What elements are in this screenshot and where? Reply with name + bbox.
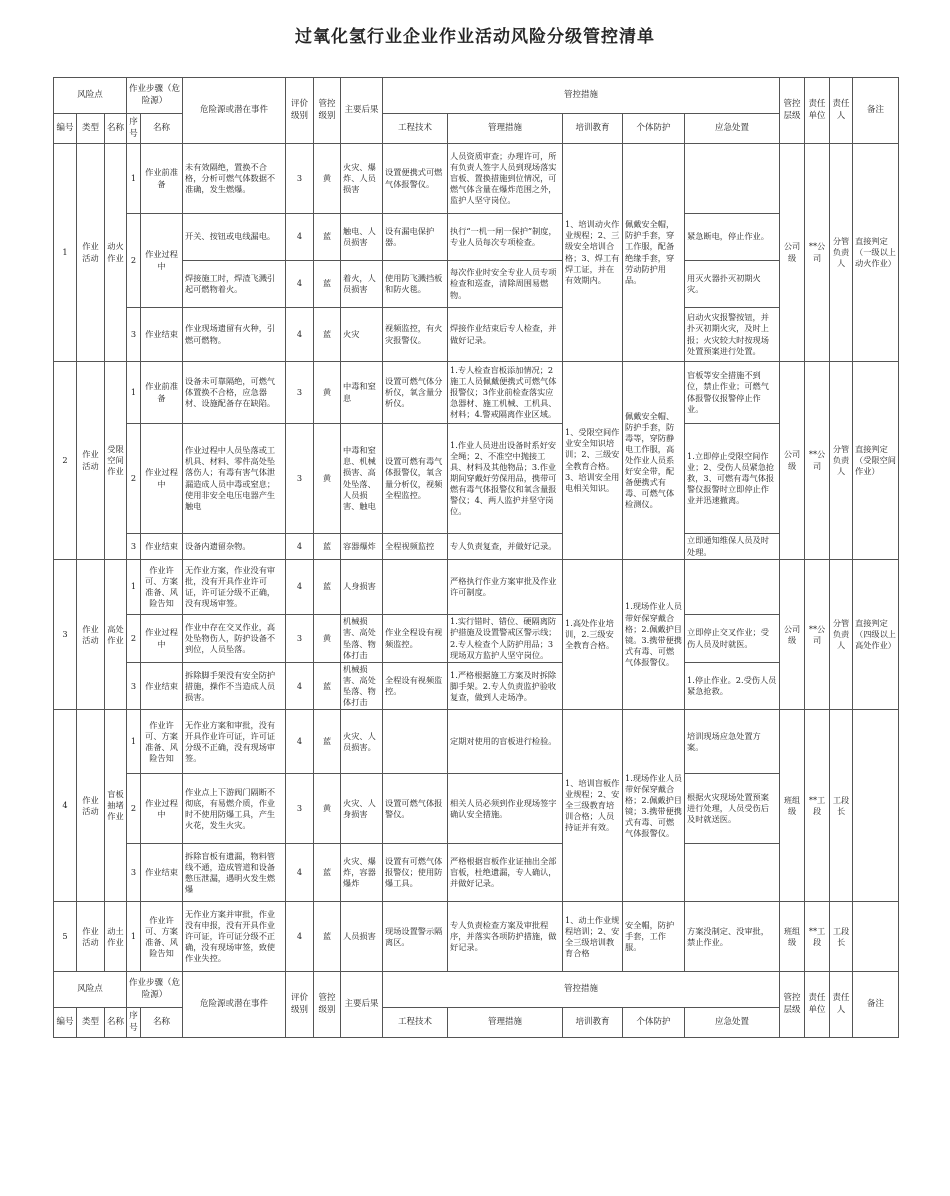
risk-control-table bbox=[53, 77, 899, 1038]
responsible-person: 工段长 bbox=[830, 710, 853, 902]
step-seq: 2 bbox=[127, 615, 141, 663]
header-measures: 管控措施 bbox=[383, 972, 780, 1008]
header-person: 责任人 bbox=[830, 972, 853, 1038]
engineering-measure: 全程设有视频监控。 bbox=[383, 663, 448, 710]
management-measure: 相关人员必须到作业现场签字确认安全措施。 bbox=[448, 774, 563, 844]
header-mgmt: 管理措施 bbox=[448, 1008, 563, 1038]
responsible-person: 分管负责人 bbox=[830, 362, 853, 560]
remark: 直接判定（一级以上动火作业） bbox=[853, 144, 899, 362]
header-ppe: 个体防护 bbox=[623, 114, 685, 144]
hazard-text: 拆除盲板有遗漏，物料管线不通，造成管道和设备憋压泄漏，遇明火发生燃爆 bbox=[183, 844, 286, 902]
header-control-level: 管控级别 bbox=[314, 972, 341, 1038]
header-name: 名称 bbox=[105, 1008, 127, 1038]
risk-name: 高处作业 bbox=[105, 560, 127, 710]
risk-type: 作业活动 bbox=[77, 144, 105, 362]
header-unit: 责任单位 bbox=[805, 78, 830, 144]
training-measure: 1、受限空间作业安全知识培训；2、三级安全教育合格。3、培训安全用电相关知识。 bbox=[563, 362, 623, 560]
risk-no: 4 bbox=[54, 710, 77, 902]
evaluation-grade: 4 bbox=[286, 214, 314, 261]
responsible-unit: **公司 bbox=[805, 144, 830, 362]
risk-table-sheet bbox=[53, 77, 898, 1038]
evaluation-grade: 3 bbox=[286, 424, 314, 534]
hazard-text: 作业现场遗留有火种，引燃可燃物。 bbox=[183, 308, 286, 362]
management-measure: 1.专人检查盲板添加情况；2施工人员佩戴便携式可燃气体报警仪；3作业前检查落实应急器材、施工机械、工机具、材料；4.警戒隔离作业区域。 bbox=[448, 362, 563, 424]
table-header-repeat bbox=[54, 972, 899, 1038]
header-emerg: 应急处置 bbox=[685, 114, 780, 144]
engineering-measure: 设有漏电保护器。 bbox=[383, 214, 448, 261]
step-name: 作业过程中 bbox=[141, 615, 183, 663]
header-step-name: 名称 bbox=[141, 114, 183, 144]
remark bbox=[853, 902, 899, 972]
control-level: 黄 bbox=[314, 424, 341, 534]
ppe-measure: 佩戴安全帽，防护手套，穿工作服，配备绝缘手套，穿劳动防护用品。 bbox=[623, 144, 685, 362]
header-risk-point: 风险点 bbox=[54, 972, 127, 1008]
control-level: 黄 bbox=[314, 362, 341, 424]
emergency-measure: 立即通知维保人员及时处理。 bbox=[685, 534, 780, 560]
main-consequence: 人员损害 bbox=[341, 902, 383, 972]
header-unit: 责任单位 bbox=[805, 972, 830, 1038]
evaluation-grade: 3 bbox=[286, 615, 314, 663]
step-name: 作业结束 bbox=[141, 663, 183, 710]
control-level: 黄 bbox=[314, 144, 341, 214]
header-seq: 序号 bbox=[127, 114, 141, 144]
control-level: 蓝 bbox=[314, 560, 341, 615]
evaluation-grade: 4 bbox=[286, 844, 314, 902]
management-measure: 执行“一机一闸一保护”制度，专业人员每次专项检查。 bbox=[448, 214, 563, 261]
management-measure: 严格根据盲板作业证抽出全部盲板，杜绝遗漏，专人确认，并做好记录。 bbox=[448, 844, 563, 902]
header-eng: 工程技术 bbox=[383, 114, 448, 144]
risk-no: 1 bbox=[54, 144, 77, 362]
risk-name: 动火作业 bbox=[105, 144, 127, 362]
header-hazard: 危险源或潜在事件 bbox=[183, 78, 286, 144]
ppe-measure: 佩戴安全帽、防护手套，防毒等，穿防静电工作服，高处作业人员系好安全带，配备便携式有毒、可燃气体检测仪。 bbox=[623, 362, 685, 560]
header-measures: 管控措施 bbox=[383, 78, 780, 114]
management-measure: 每次作业时安全专业人员专项检查和巡查，清除周围易燃物。 bbox=[448, 261, 563, 308]
step-seq: 3 bbox=[127, 844, 141, 902]
table-row bbox=[54, 214, 899, 261]
engineering-measure: 设置可燃气体报警仪。 bbox=[383, 774, 448, 844]
responsible-unit: **公司 bbox=[805, 362, 830, 560]
header-hazard: 危险源或潜在事件 bbox=[183, 972, 286, 1038]
responsible-person: 工段长 bbox=[830, 902, 853, 972]
table-row bbox=[54, 663, 899, 710]
step-name: 作业结束 bbox=[141, 534, 183, 560]
engineering-measure: 设置有可燃气体报警仪；使用防爆工具。 bbox=[383, 844, 448, 902]
engineering-measure: 设置便携式可燃气体报警仪。 bbox=[383, 144, 448, 214]
step-name: 作业过程中 bbox=[141, 214, 183, 308]
remark bbox=[853, 710, 899, 902]
remark: 直接判定（四级以上高处作业） bbox=[853, 560, 899, 710]
step-name: 作业过程中 bbox=[141, 424, 183, 534]
header-consequence: 主要后果 bbox=[341, 972, 383, 1038]
control-level: 蓝 bbox=[314, 534, 341, 560]
header-type: 类型 bbox=[77, 114, 105, 144]
table-row bbox=[54, 144, 899, 214]
management-measure: 严格执行作业方案审批及作业许可制度。 bbox=[448, 560, 563, 615]
main-consequence: 火灾、爆炸、人员损害 bbox=[341, 144, 383, 214]
control-layer: 公司级 bbox=[780, 560, 805, 710]
step-name: 作业许可、方案准备、风险告知 bbox=[141, 560, 183, 615]
table-row bbox=[54, 534, 899, 560]
table-header-top bbox=[54, 78, 899, 144]
management-measure: 1.实行错时、错位、硬隔离防护措施及设置警戒区警示线；2.专人检查个人防护用品；3现场双方监护人坚守岗位。 bbox=[448, 615, 563, 663]
table-row bbox=[54, 774, 899, 844]
header-type: 类型 bbox=[77, 1008, 105, 1038]
main-consequence: 火灾、爆炸，容器爆炸 bbox=[341, 844, 383, 902]
main-consequence: 火灾、人身损害 bbox=[341, 774, 383, 844]
header-train: 培训教育 bbox=[563, 1008, 623, 1038]
hazard-text: 作业点上下游阀门隔断不彻底，有易燃介质，作业时不使用防爆工具，产生火花，发生火灾。 bbox=[183, 774, 286, 844]
control-level: 蓝 bbox=[314, 844, 341, 902]
header-name: 名称 bbox=[105, 114, 127, 144]
step-seq: 3 bbox=[127, 308, 141, 362]
engineering-measure: 视频监控，有火灾报警仪。 bbox=[383, 308, 448, 362]
hazard-text: 焊接施工时，焊渣飞溅引起可燃物着火。 bbox=[183, 261, 286, 308]
engineering-measure bbox=[383, 710, 448, 774]
table-row bbox=[54, 424, 899, 534]
emergency-measure: 用灭火器扑灭初期火灾。 bbox=[685, 261, 780, 308]
step-name: 作业前准备 bbox=[141, 144, 183, 214]
header-layer: 管控层级 bbox=[780, 78, 805, 144]
engineering-measure: 设置可燃有毒气体报警仪，氧含量分析仪，视频全程监控。 bbox=[383, 424, 448, 534]
main-consequence: 机械损害、高处坠落、物体打击 bbox=[341, 663, 383, 710]
header-remark: 备注 bbox=[853, 972, 899, 1038]
control-level: 蓝 bbox=[314, 261, 341, 308]
engineering-measure: 使用防飞溅挡板和防火毯。 bbox=[383, 261, 448, 308]
control-level: 蓝 bbox=[314, 710, 341, 774]
step-seq: 1 bbox=[127, 710, 141, 774]
main-consequence: 着火，人员损害 bbox=[341, 261, 383, 308]
header-train: 培训教育 bbox=[563, 114, 623, 144]
evaluation-grade: 4 bbox=[286, 308, 314, 362]
risk-name: 动土作业 bbox=[105, 902, 127, 972]
emergency-measure: 1.立即停止受限空间作业；2、受伤人员紧急抢救，3、可燃有毒气体报警仪报警时立即停止作业并迅速撤离。 bbox=[685, 424, 780, 534]
engineering-measure: 作业全程设有视频监控。 bbox=[383, 615, 448, 663]
main-consequence: 人身损害 bbox=[341, 560, 383, 615]
control-level: 蓝 bbox=[314, 214, 341, 261]
emergency-measure: 立即停止交叉作业；受伤人员及时就医。 bbox=[685, 615, 780, 663]
emergency-measure bbox=[685, 560, 780, 615]
header-remark: 备注 bbox=[853, 78, 899, 144]
step-seq: 2 bbox=[127, 424, 141, 534]
hazard-text: 无作业方案并审批，作业没有申报，没有开具作业许可证，许可证分级不正确，没有现场审签，致使作业失控。 bbox=[183, 902, 286, 972]
risk-no: 5 bbox=[54, 902, 77, 972]
step-seq: 1 bbox=[127, 560, 141, 615]
main-consequence: 火灾 bbox=[341, 308, 383, 362]
header-person: 责任人 bbox=[830, 78, 853, 144]
risk-type: 作业活动 bbox=[77, 560, 105, 710]
table-row bbox=[54, 844, 899, 902]
control-layer: 公司级 bbox=[780, 144, 805, 362]
management-measure: 定期对使用的盲板进行检验。 bbox=[448, 710, 563, 774]
table-row bbox=[54, 615, 899, 663]
evaluation-grade: 3 bbox=[286, 362, 314, 424]
step-seq: 2 bbox=[127, 214, 141, 308]
step-seq: 1 bbox=[127, 362, 141, 424]
control-level: 蓝 bbox=[314, 902, 341, 972]
training-measure: 1、培训盲板作业规程；2、安全三级教育培训合格；人员持证并有效。 bbox=[563, 710, 623, 902]
risk-type: 作业活动 bbox=[77, 902, 105, 972]
risk-name: 受限空间作业 bbox=[105, 362, 127, 560]
evaluation-grade: 4 bbox=[286, 560, 314, 615]
emergency-measure: 启动火灾报警按钮，并扑灭初期火灾，及时上报；火灾较大时按现场处置预案进行处置。 bbox=[685, 308, 780, 362]
risk-no: 2 bbox=[54, 362, 77, 560]
ppe-measure: 1.现场作业人员带好保穿戴合格；2.佩戴护目镜。3.携带便携式有毒、可燃气体报警仪。 bbox=[623, 560, 685, 710]
emergency-measure bbox=[685, 844, 780, 902]
hazard-text: 无作业方案，作业没有审批，没有开具作业许可证，许可证分级不正确，没有现场审签。 bbox=[183, 560, 286, 615]
table-row bbox=[54, 902, 899, 972]
page-title: 过氧化氢行业企业作业活动风险分级管控清单 bbox=[295, 27, 655, 47]
main-consequence: 中毒和窒息、机械损害、高处坠落、人员损害、触电 bbox=[341, 424, 383, 534]
training-measure: 1.高处作业培训，2.三级安全教育合格。 bbox=[563, 560, 623, 710]
engineering-measure: 设置可燃气体分析仪，氧含量分析仪。 bbox=[383, 362, 448, 424]
emergency-measure bbox=[685, 144, 780, 214]
evaluation-grade: 4 bbox=[286, 261, 314, 308]
management-measure: 1.严格根据施工方案及时拆除脚手架。2.专人负责监护验收复查，做到人走场净。 bbox=[448, 663, 563, 710]
header-grade: 评价级别 bbox=[286, 972, 314, 1038]
step-seq: 3 bbox=[127, 534, 141, 560]
main-consequence: 触电、人员损害 bbox=[341, 214, 383, 261]
management-measure: 焊接作业结束后专人检查，并做好记录。 bbox=[448, 308, 563, 362]
control-level: 蓝 bbox=[314, 308, 341, 362]
step-name: 作业结束 bbox=[141, 308, 183, 362]
responsible-unit: **公司 bbox=[805, 560, 830, 710]
management-measure: 专人负责检查方案及审批程序，并落实各项防护措施，做好记录。 bbox=[448, 902, 563, 972]
training-measure: 1、动土作业规程培训；2、安全三级培训教育合格 bbox=[563, 902, 623, 972]
step-name: 作业前准备 bbox=[141, 362, 183, 424]
risk-name: 盲板抽堵作业 bbox=[105, 710, 127, 902]
step-seq: 3 bbox=[127, 663, 141, 710]
hazard-text: 作业过程中人员坠落或工机具、材料、零件高处坠落伤人；有毒有害气体泄漏造成人员中毒或窒息；使用非安全电压电器产生触电 bbox=[183, 424, 286, 534]
step-seq: 1 bbox=[127, 144, 141, 214]
emergency-measure: 根据火灾现场处置预案进行处理，人员受伤后及时就送医。 bbox=[685, 774, 780, 844]
risk-type: 作业活动 bbox=[77, 362, 105, 560]
ppe-measure: 1.现场作业人员带好保穿戴合格；2.佩戴护目镜；3.携带便携式有毒、可燃气体报警仪。 bbox=[623, 710, 685, 902]
header-step-name: 名称 bbox=[141, 1008, 183, 1038]
evaluation-grade: 3 bbox=[286, 774, 314, 844]
management-measure: 专人负责复查，并做好记录。 bbox=[448, 534, 563, 560]
header-mgmt: 管理措施 bbox=[448, 114, 563, 144]
header-risk-point: 风险点 bbox=[54, 78, 127, 114]
header-no: 编号 bbox=[54, 1008, 77, 1038]
control-layer: 班组级 bbox=[780, 710, 805, 902]
header-layer: 管控层级 bbox=[780, 972, 805, 1038]
header-eng: 工程技术 bbox=[383, 1008, 448, 1038]
training-measure: 1、培训动火作业规程；2、三级安全培训合格；3、焊工有焊工证，并在有效期内。 bbox=[563, 144, 623, 362]
main-consequence: 容器爆炸 bbox=[341, 534, 383, 560]
evaluation-grade: 3 bbox=[286, 144, 314, 214]
management-measure: 人员资质审查；办理许可，所有负责人签字人员到现场落实盲板、置换措施到位情况，可燃气体含量在爆炸范围之外，监护人坚守岗位。 bbox=[448, 144, 563, 214]
emergency-measure: 方案没制定、没审批，禁止作业。 bbox=[685, 902, 780, 972]
hazard-text: 设备内遗留杂物。 bbox=[183, 534, 286, 560]
evaluation-grade: 4 bbox=[286, 902, 314, 972]
risk-type: 作业活动 bbox=[77, 710, 105, 902]
header-step: 作业步骤（危险源） bbox=[127, 972, 183, 1008]
responsible-person: 分管负责人 bbox=[830, 144, 853, 362]
engineering-measure: 全程视频监控 bbox=[383, 534, 448, 560]
evaluation-grade: 4 bbox=[286, 710, 314, 774]
control-level: 蓝 bbox=[314, 663, 341, 710]
header-emerg: 应急处置 bbox=[685, 1008, 780, 1038]
main-consequence: 火灾、人员损害。 bbox=[341, 710, 383, 774]
responsible-unit: **工段 bbox=[805, 902, 830, 972]
header-step: 作业步骤（危险源） bbox=[127, 78, 183, 114]
step-seq: 2 bbox=[127, 774, 141, 844]
header-ppe: 个体防护 bbox=[623, 1008, 685, 1038]
emergency-measure: 盲板等安全措施不到位，禁止作业；可燃气体报警仪报警停止作业。 bbox=[685, 362, 780, 424]
control-level: 黄 bbox=[314, 774, 341, 844]
step-name: 作业许可、方案准备、风险告知 bbox=[141, 710, 183, 774]
hazard-text: 作业中存在交叉作业，高处坠物伤人，防护设备不到位，人员坠落。 bbox=[183, 615, 286, 663]
risk-no: 3 bbox=[54, 560, 77, 710]
responsible-person: 分管负责人 bbox=[830, 560, 853, 710]
hazard-text: 未有效隔绝，置换不合格，分析可燃气体数据不准确，发生燃爆。 bbox=[183, 144, 286, 214]
remark: 直接判定（受限空间作业） bbox=[853, 362, 899, 560]
table-row bbox=[54, 560, 899, 615]
table-row bbox=[54, 710, 899, 774]
step-seq: 1 bbox=[127, 902, 141, 972]
step-name: 作业许可、方案准备、风险告知 bbox=[141, 902, 183, 972]
emergency-measure: 紧急断电，停止作业。 bbox=[685, 214, 780, 261]
control-layer: 公司级 bbox=[780, 362, 805, 560]
step-name: 作业结束 bbox=[141, 844, 183, 902]
evaluation-grade: 4 bbox=[286, 663, 314, 710]
emergency-measure: 1.停止作业。2.受伤人员紧急抢救。 bbox=[685, 663, 780, 710]
hazard-text: 开关、按钮或电线漏电。 bbox=[183, 214, 286, 261]
main-consequence: 机械损害、高处坠落、物体打击 bbox=[341, 615, 383, 663]
engineering-measure bbox=[383, 560, 448, 615]
main-consequence: 中毒和窒息 bbox=[341, 362, 383, 424]
header-consequence: 主要后果 bbox=[341, 78, 383, 144]
hazard-text: 无作业方案和审批，没有开具作业许可证，许可证分级不正确，没有现场审签。 bbox=[183, 710, 286, 774]
hazard-text: 设备未可靠隔绝，可燃气体置换不合格，应急器材、设施配备存在缺陷。 bbox=[183, 362, 286, 424]
emergency-measure: 培训现场应急处置方案。 bbox=[685, 710, 780, 774]
header-control-level: 管控级别 bbox=[314, 78, 341, 144]
header-seq: 序号 bbox=[127, 1008, 141, 1038]
engineering-measure: 现场设置警示隔离区。 bbox=[383, 902, 448, 972]
management-measure: 1.作业人员进出设备时系好安全绳；2、不准空中抛接工具、材料及其他物品；3.作业期间穿戴好劳保用品，携带可燃有毒气体报警仪和氧含量报警仪；4、两人监护并坚守岗位。 bbox=[448, 424, 563, 534]
table-row bbox=[54, 308, 899, 362]
table-row bbox=[54, 362, 899, 424]
hazard-text: 拆除脚手架没有安全防护措施，操作不当造成人员损害。 bbox=[183, 663, 286, 710]
header-no: 编号 bbox=[54, 114, 77, 144]
responsible-unit: **工段 bbox=[805, 710, 830, 902]
step-name: 作业过程中 bbox=[141, 774, 183, 844]
ppe-measure: 安全帽，防护手套，工作服。 bbox=[623, 902, 685, 972]
control-layer: 班组级 bbox=[780, 902, 805, 972]
table-body bbox=[54, 144, 899, 972]
control-level: 黄 bbox=[314, 615, 341, 663]
evaluation-grade: 4 bbox=[286, 534, 314, 560]
header-grade: 评价级别 bbox=[286, 78, 314, 144]
